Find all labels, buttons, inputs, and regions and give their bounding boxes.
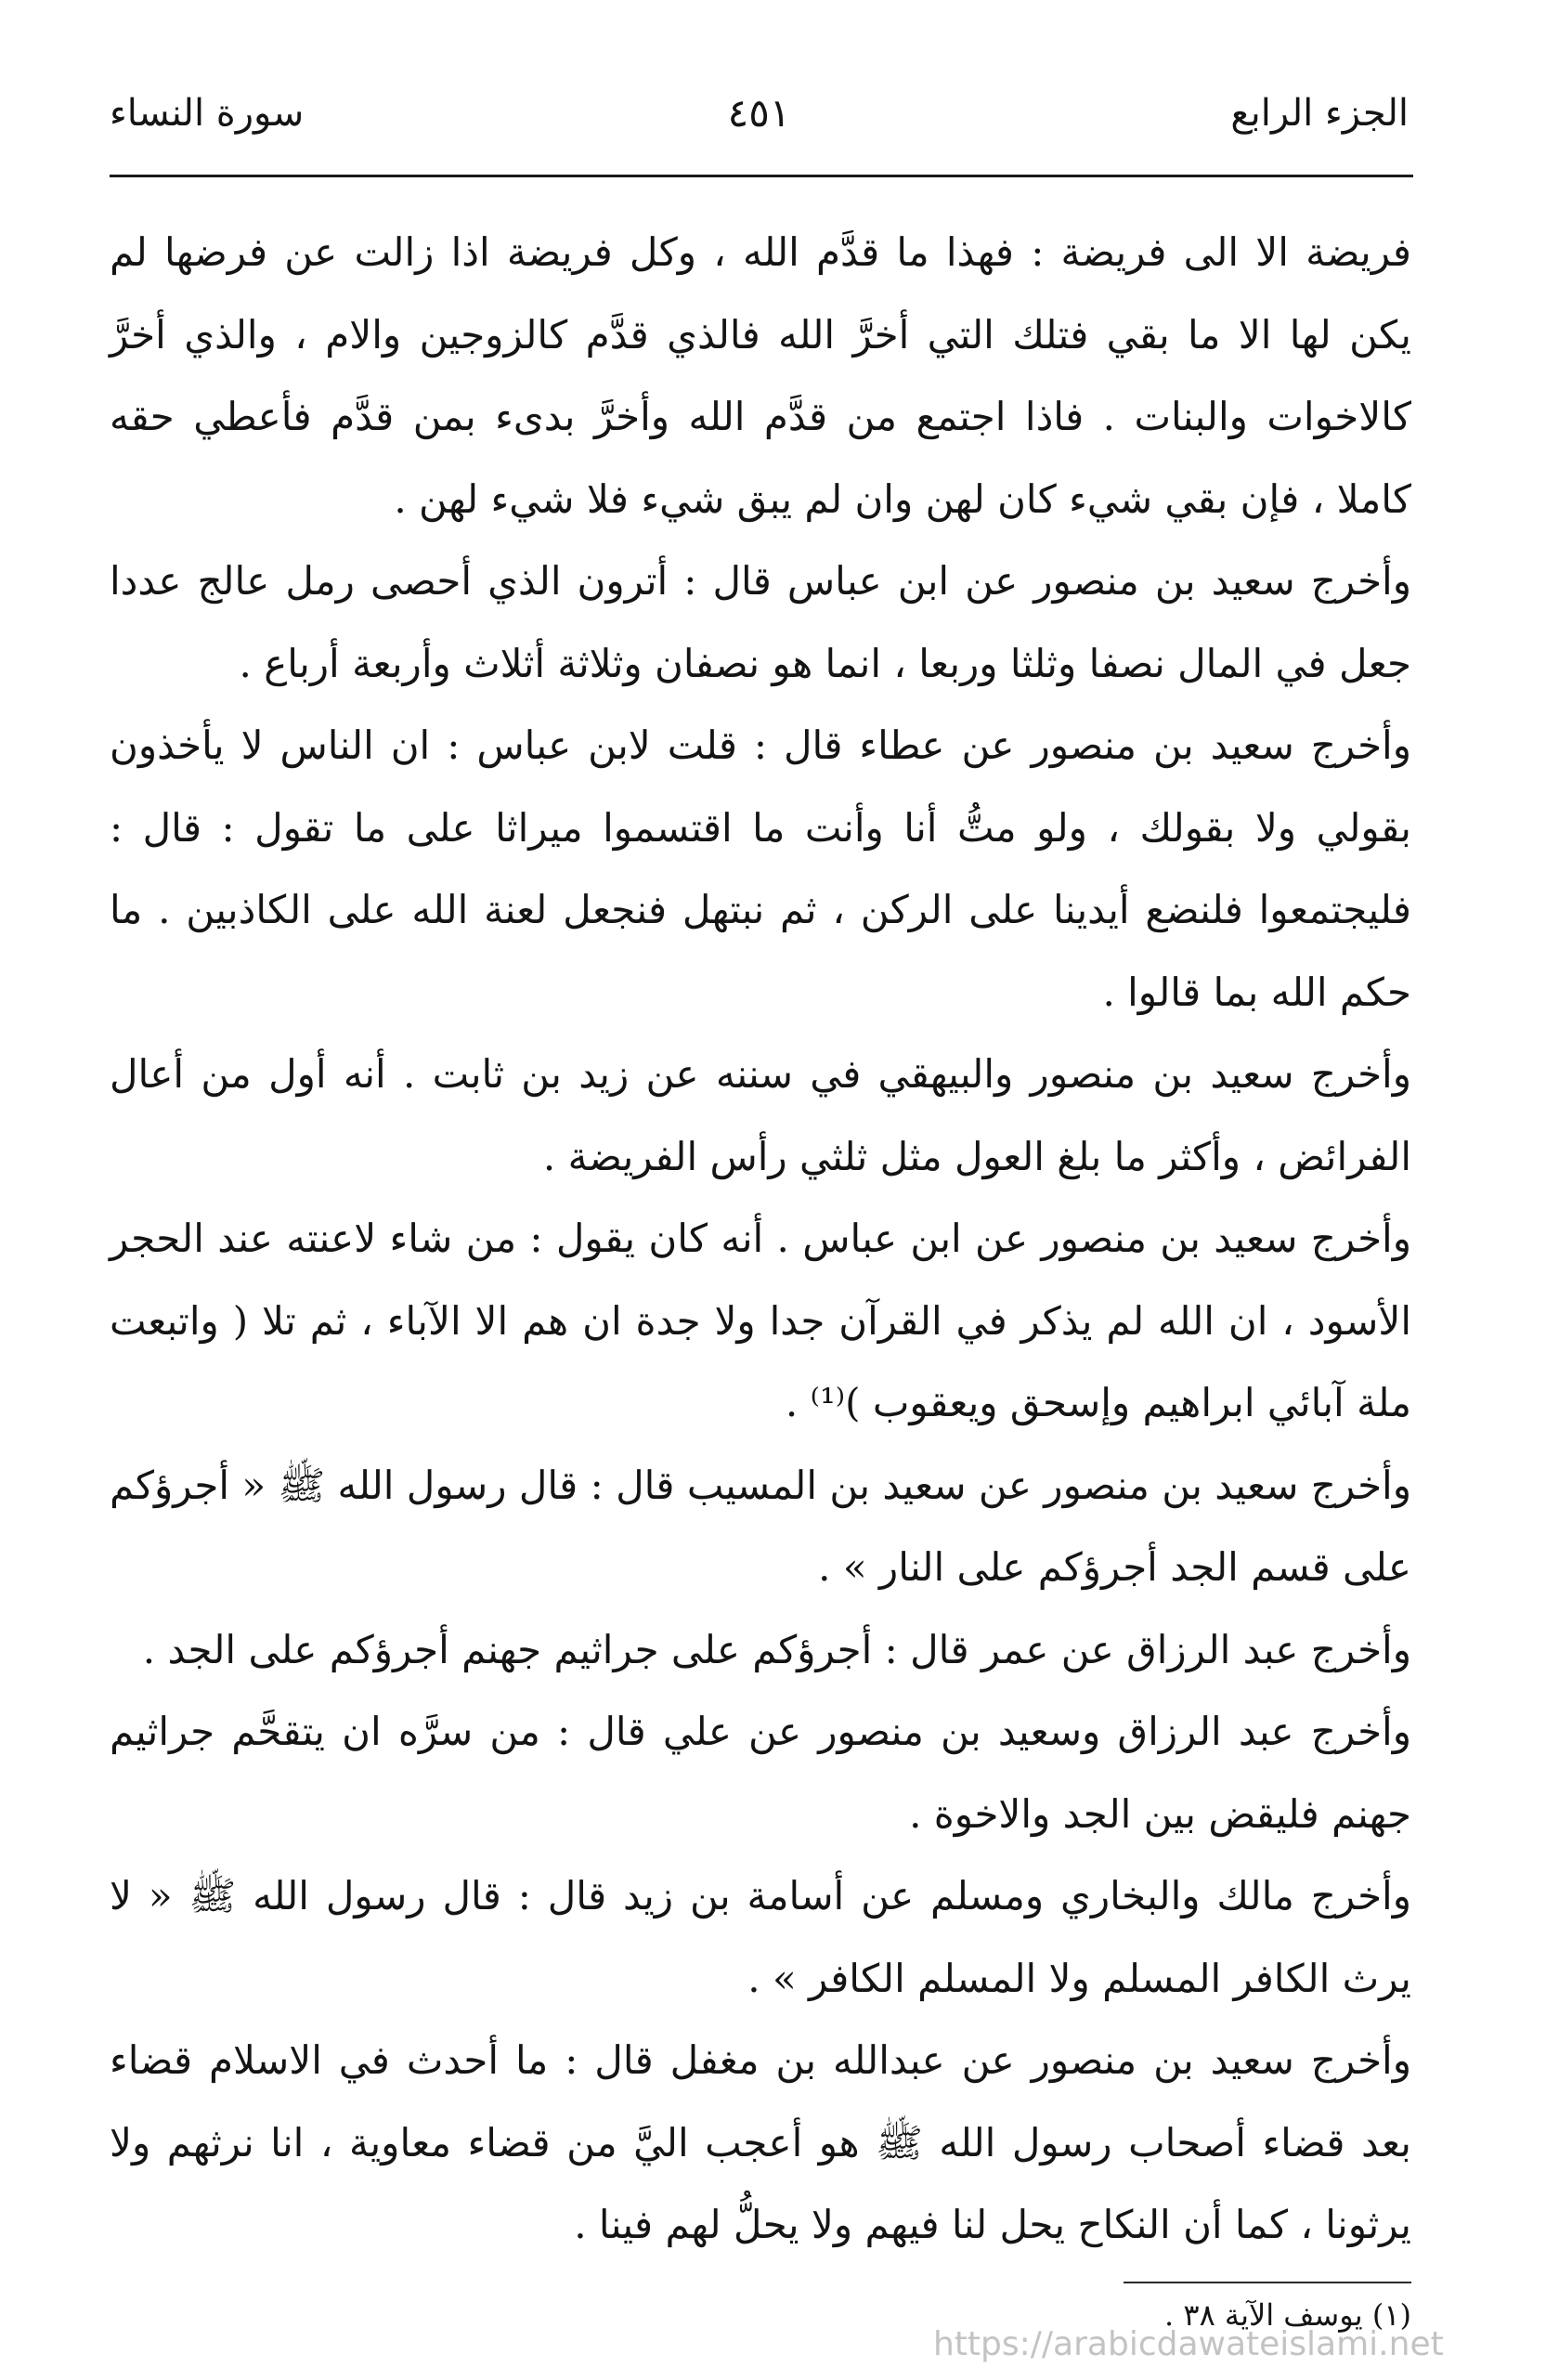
paragraph: وأخرج عبد الرزاق وسعيد بن منصور عن علي قال : من سرَّه ان يتقحَّم جراثيم جهنم فليقض بين الجد والاخوة .	[110, 1709, 1411, 1837]
paragraph: وأخرج سعيد بن منصور عن عطاء قال : قلت لابن عباس : ان الناس لا يأخذون بقولي ولا بقولك ، ولو متُّ أنا وأنت ما اقتسموا ميراثا على ما تقول : قال : فليجتمعوا فلنضع أيدينا على الركن ، ثم نبتهل فنجعل لعنة الله على الكاذبين . ما حكم الله بما قالوا .	[110, 722, 1411, 1015]
footnote-rule	[1124, 2282, 1411, 2283]
surah-title: سورة النساء	[110, 92, 305, 135]
paragraph: وأخرج مالك والبخاري ومسلم عن أسامة بن زيد قال : قال رسول الله ﷺ « لا يرث الكافر المسلم ولا المسلم الكافر » .	[110, 1873, 1411, 2001]
footnote: (١) يوسف الآية ٣٨ .	[1164, 2297, 1411, 2333]
running-header	[110, 85, 1409, 150]
paragraph: وأخرج سعيد بن منصور عن ابن عباس . أنه كان يقول : من شاء لاعنته عند الحجر الأسود ، ان الله لم يذكر في القرآن جدا ولا جدة ان هم الا الآباء ، ثم تلا ( واتبعت ملة آبائي ابراهيم وإسحق ويعقوب )⁽¹⁾ .	[110, 1216, 1411, 1425]
paragraph: وأخرج سعيد بن منصور عن سعيد بن المسيب قال : قال رسول الله ﷺ « أجرؤكم على قسم الجد أجرؤكم على النار » .	[110, 1462, 1411, 1590]
juz-title: الجزء الرابع	[1230, 92, 1409, 135]
paragraph: وأخرج سعيد بن منصور عن عبدالله بن مغفل قال : ما أحدث في الاسلام قضاء بعد قضاء أصحاب رسول الله ﷺ هو أعجب اليَّ من قضاء معاوية ، انا نرثهم ولا يرثونا ، كما أن النكاح يحل لنا فيهم ولا يحلُّ لهم فينا .	[110, 2037, 1411, 2247]
paragraph: وأخرج عبد الرزاق عن عمر قال : أجرؤكم على جراثيم جهنم أجرؤكم على الجد .	[142, 1626, 1411, 1672]
page-number: ٤٥١	[727, 90, 791, 136]
paragraph: فريضة الا الى فريضة : فهذا ما قدَّم الله ، وكل فريضة اذا زالت عن فرضها لم يكن لها الا ما بقي فتلك التي أخرَّ الله فالذي قدَّم كالزوجين والام ، والذي أخرَّ كالاخوات والبنات . فاذا اجتمع من قدَّم الله وأخرَّ بدىء بمن قدَّم فأعطي حقه كاملا ، فإن بقي شيء كان لهن وان لم يبق شيء فلا شيء لهن .	[110, 229, 1411, 522]
paragraph: وأخرج سعيد بن منصور عن ابن عباس قال : أترون الذي أحصى رمل عالج عددا جعل في المال نصفا وثلثا وربعا ، انما هو نصفان وثلاثة أثلاث وأربعة أرباع .	[110, 558, 1411, 686]
paragraph: وأخرج سعيد بن منصور والبيهقي في سننه عن زيد بن ثابت . أنه أول من أعال الفرائض ، وأكثر ما بلغ العول مثل ثلثي رأس الفريضة .	[110, 1051, 1411, 1179]
watermark-url: https://arabicdawateislami.net	[933, 2325, 1444, 2363]
body-text	[110, 212, 1411, 2247]
header-rule	[110, 175, 1413, 177]
